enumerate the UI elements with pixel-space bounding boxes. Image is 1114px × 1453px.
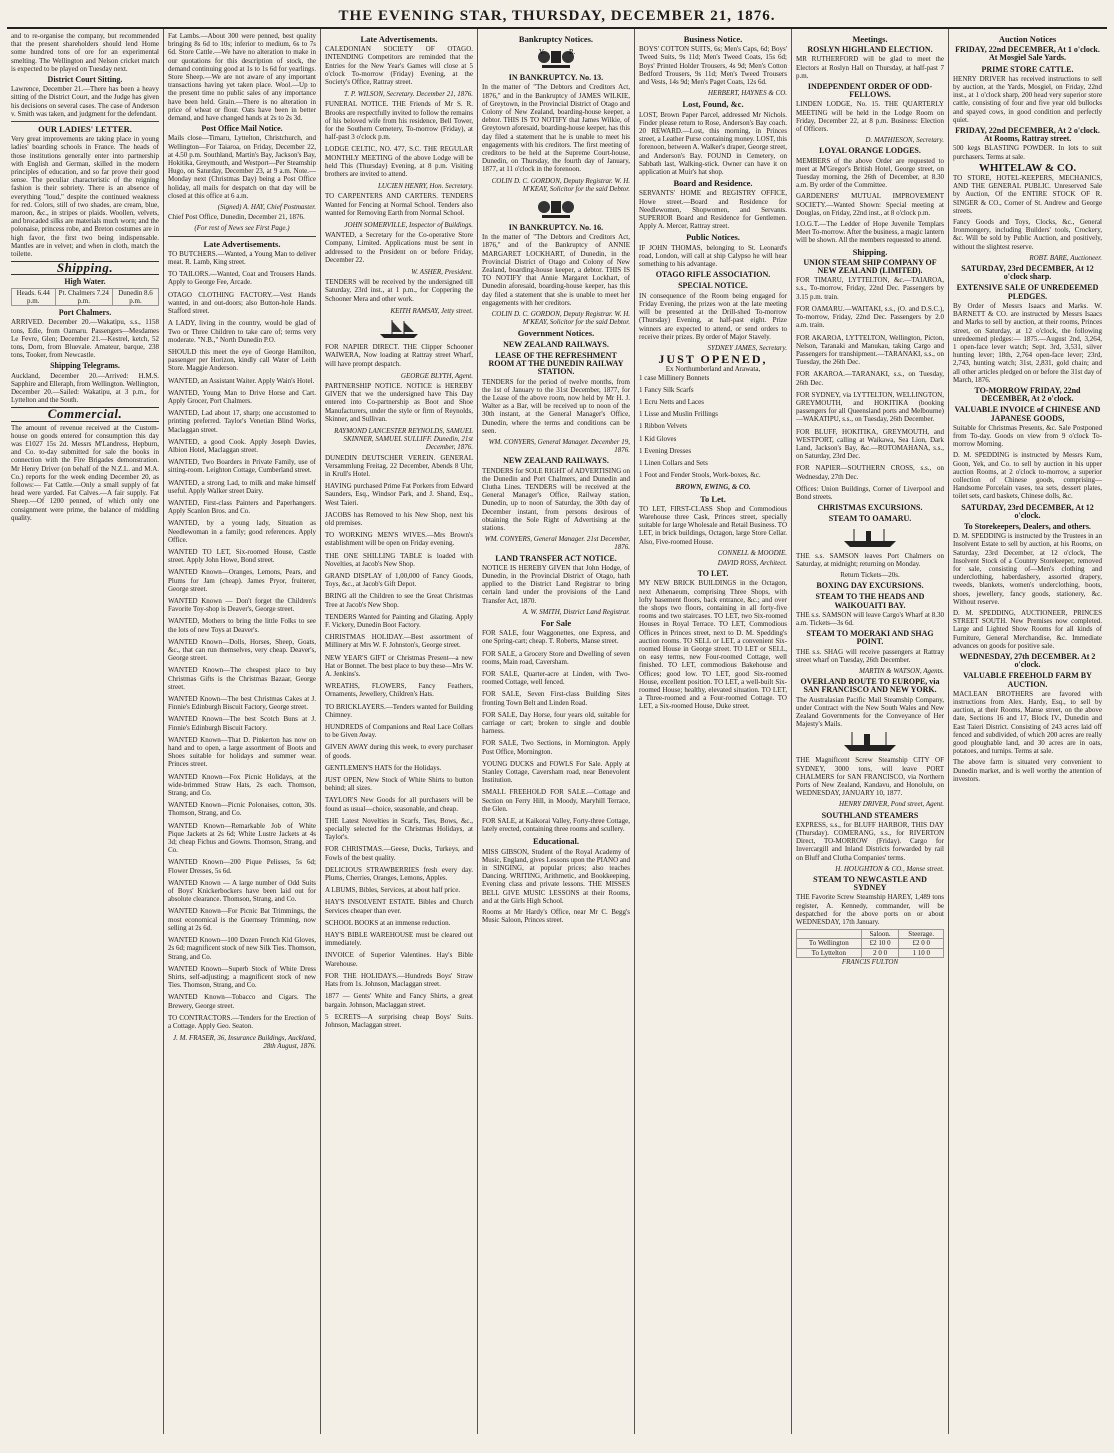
to-let-text: TO LET, FIRST-CLASS Shop and Commodious Warehouse three Cask, Princes street, specially suitable for large Wholesale and Retail Business. TO LET, in brick buildings, Octagon, large Store Cellar. Also, Five-roomed House. [639, 504, 788, 546]
government-heading: Government Notices. [517, 328, 595, 339]
auction-4-subtitle: VALUABLE INVOICE of CHINESE AND JAPANESE GOODS, [954, 405, 1101, 423]
public-notice-text: IF JOHN THOMAS, belonging to St. Leonard's road, London, will call at ship Calypso he will hear something to his advantage. [639, 243, 787, 269]
late-ads-heading: Late Advertisements. [360, 34, 438, 44]
newcastle-text: THE Favorite Screw Steamship HAREY, 1,489 tons register, A. Kennedy, commander, will be despatched for the above ports on or about WEDNESDAY, 17th January. [796, 893, 944, 927]
classified-ad: BRING all the Children to see the Great Christmas Tree at Jacob's New Shop. [325, 592, 473, 609]
voyage-notice: FOR OAMARU.—WAITAKI, s.s., (O. and D.S.C.), To-morrow, Friday, 22nd Dec. Passengers by 2.0 a.m. train. [796, 304, 944, 330]
late-ads-heading: Late Advertisements. [203, 238, 281, 249]
partners-signature: RAYMOND LANCESTER REYNOLDS, SAMUEL SKINNER, SAMUEL SULLIFF. Dunedin, 21st December, 1876. [334, 426, 473, 452]
classified-ad: WANTED Known—Superb Stock of White Dress Shirts, self-adjusting; a magnificent stock of new Ties. Thomson, Strang, and Co. [168, 964, 316, 990]
classified-ad: 5 ECRETS—A surprising cheap Boys' Suits. Johnson, Maclaggan street. [325, 1012, 473, 1029]
southland-signature: H. HOUGHTON & CO., Manse street. [835, 864, 944, 873]
svg-text:R.: R. [569, 48, 576, 57]
classified-ad: THE ONE SHILLING TABLE is loaded with Novelties, at Jacob's New Shop. [325, 551, 473, 568]
rifle-heading: OTAGO RIFLE ASSOCIATION. [655, 270, 771, 280]
lost-found-heading: Lost, Found, &c. [682, 99, 744, 110]
post-text: Mails close—Timaru, Lyttelton, Christchurch, and Wellington—For Taiaroa, on Friday, December 22, at 4.50 p.m. Southland, Martin's Bay, Jackson's Bay, Hokitika, Greymouth, and Westport—Per Steamship Hugo, on Saturday, December 23, at 9 a.m. Note.—Monday next (Christmas Day) being a Post Office holiday, all mails for despatch on that day will be closed at this office at 6 a.m. [168, 134, 316, 200]
moeraki-signature: MARTIN & WATSON, Agents. [859, 667, 944, 675]
classified-ad: TO BRICKLAYERS.—Tenders wanted for Building Chimney. [325, 702, 473, 719]
classified-ad: FOR THE HOLIDAYS.—Hundreds Boys' Straw Hats from 1s. Johnson, Maclaggan street. [325, 971, 473, 989]
classified-ad: WANTED Known—Oranges, Lemons, Pears, and Plums for Jam (cheap). James Pryor, fruiterer, George street. [168, 568, 316, 593]
railway-2-title: NEW ZEALAND RAILWAYS. [503, 456, 609, 466]
fares-row-label: To Wellington [797, 939, 862, 948]
to-let-heading: To Let. [700, 493, 726, 504]
somerville-signature: JOHN SOMERVILLE, Inspector of Buildings. [344, 221, 473, 230]
classified-ad: WANTED Known—200 Pique Pelisses, 5s 6d; Flower Dresses, 5s 6d. [168, 858, 316, 875]
royal-crest-icon [536, 195, 576, 221]
oamaru-heading: STEAM TO OAMARU. [828, 514, 912, 524]
shipping-heading-2: Shipping. [852, 246, 888, 257]
classified-ad: GENTLEMEN'S HATS for the Holidays. [325, 763, 442, 772]
stock-item: 1 Foot and Fender Stools, Work-boxes, &c. [639, 471, 761, 480]
classified-ad: WANTED Known—100 Dozen French Kid Gloves, 2s 6d; magnificent stock of new Silk Ties. Thomson, Strang, and Co. [168, 936, 316, 961]
auction-3-title: SATURDAY, 23rd DECEMBER, At 12 o'clock sharp. [961, 264, 1094, 282]
rifle-text: IN consequence of the Room being engaged for Friday Evening, the prizes won at the late meeting will be presented at the Drill-shed To-morrow (Thursday) Evening, at half-past eight. Prize winners are expected to attend, or send orders to receive their prizes. By order of Major Stavely. [639, 291, 787, 341]
overland-text: The Australasian Pacific Mail Steamship Company, under Contract with the New South Wales and New Zealand Governments for the Conveyance of Her Majesty's Mails. [796, 695, 944, 729]
court-heading: District Court Sitting. [47, 75, 123, 85]
bankruptcy-heading: Bankruptcy Notices. [518, 34, 594, 44]
lodge-celtic-ad: LODGE CELTIC, NO. 477, S.C. THE REGULAR MONTHLY MEETING of the above Lodge will be held This (Thursday) Evening, at 8 p.m. Visiting brothers are invited to attend. [325, 145, 473, 179]
classified-ad: WANTED, Two Boarders in Private Family, use of sitting-room. Leighton Cottage, Cumberland street. [168, 458, 316, 475]
auction-4-text: Suitable for Christmas Presents, &c. Sale Postponed from To-day. Goods on view from 9 o'clock To-morrow Morning. [953, 423, 1102, 449]
fares-header-steerage: Steerage. [899, 930, 944, 939]
oddfellows-signature: D. MATHIESON, Secretary. [865, 136, 944, 145]
columns [7, 29, 1107, 1434]
classified-ad: WANTED Known—Remarkable Job of White Pique Jackets at 2s 6d; White Lustre Jackets at 4s 3d; cheap Fichus and Gowns. Thomson, Strang, and Co. [168, 821, 316, 855]
whitelaw-signature: ROBT. BARE, Auctioneer. [1029, 253, 1102, 262]
high-water-table [11, 288, 159, 306]
classified-ad: WANTED Known—Dolls, Horses, Sheep, Goats, &c., that can run themselves, very cheap. Deaver's, George street. [168, 637, 316, 663]
stock-item: 1 Kid Gloves [639, 434, 677, 443]
orange-text: MEMBERS of the above Order are requested to meet at M'Gregor's British Hotel, George street, on Tuesday morning, the 26th of December, at 8.30 a.m. By order of the Committee. [796, 156, 944, 190]
letter-text: Very great improvements are taking place in young ladies' boarding schools in France. The heads of those institutions generally enter into partnership with English and German, skilled in the modern principles of education, and so far prove their good sense. The peculiar characteristic of the reigning fashion is their sobriety. There is an absence of everything "loud," despite the continued weakness for red. Colors, still of two shades, are cream, blue, maroon, &c., in stripes or plaids. Woollen, velvets, and brocaded silks are materials much worn; and the polonaise, princess robe, and Breton costumes are in high favor, the first two being indispensable. Mantles are in velvet; and when in cloth, match the toilette. [11, 135, 159, 259]
masthead: THE EVENING STAR, THURSDAY, DECEMBER 21, 1876. [7, 4, 1107, 29]
see-also-note: (For rest of News see First Page.) [194, 224, 290, 233]
railway-1-signature: WM. CONYERS, General Manager. December 19, 1876. [488, 437, 630, 455]
classified-ad: JACOBS has Removed to his New Shop, next his old premises. [325, 510, 473, 527]
voyage-notice: FOR AKAROA.—TARANAKI, s.s., on Tuesday, 26th Dec. [796, 370, 944, 387]
column-7 [949, 29, 1106, 1434]
lodge-signature: LUCIEN HENRY, Hon. Secretary. [377, 182, 473, 191]
royal-crest-icon [536, 45, 576, 71]
tenders-coppering-ad: TENDERS will be received by the undersigned till Saturday, 23rd inst., at 1 p.m., for Coppering the Schooner Mera and other work. [325, 278, 473, 303]
blyth-signature: GEORGE BLYTH, Agent. [400, 371, 473, 380]
bankruptcy-2-title: IN BANKRUPTCY. No. 16. [508, 223, 604, 233]
classified-ad: NEW YEAR'S GIFT or Christmas Present—a new Hat or Bonnet. The best place to buy these—Mrs W. A. Jenkins's. [325, 653, 473, 678]
caledonian-ad: CALEDONIAN SOCIETY OF OTAGO. INTENDING Competitors are reminded that the Entries for the New Year's Games will close at 5 o'clock To-morrow (Friday) Evening, at the Society's Office, Rattray street. [325, 45, 473, 87]
market-text: Fat Lambs.—About 300 were penned, best quality bringing 8s 6d to 10s; inferior to medium, 6s to 7s 6d. Store Cattle.—We have no alteration to make in our quotations for this description of stock, the demand continuing good at 1s to 1s 6d for yearlings. Store Sheep.—We are not aware of any important transactions having yet taken place. Wool.—Up to the present time no public sales of any importance have been held. Grain.—There is no alteration in price of wheat or flour. Oats have been in better demand, and have changed hands at 2s to 2s 3d. [168, 32, 316, 123]
news-intro: and to re-organise the company, but recommended that the present shareholders should lend Home some hundred tons of ore for an experimental smelting. The Wellington and Nelson cricket match is expected to be played on Tuesday next. [11, 32, 159, 73]
classified-ad: WANTED Known—The best Christmas Cakes at J. Finnie's Edinburgh Biscuit Factory, George street. [168, 695, 316, 712]
commercial-heading: Commercial. [11, 407, 159, 421]
stock-item: 1 Linen Collars and Sets [639, 458, 708, 467]
classified-ad: DUNEDIN DEUTSCHER VEREIN. GENERAL Versammlung Freitag, 22 December, Abends 8 Uhr, in Krull's Hotel. [325, 453, 473, 478]
court-text: Lawrence, December 21.—There has been a heavy sitting of the District Court, and the Judge has given his decisions on several cases. The case of Anderson v. Smith was taken, and judgment for the defendant. [11, 85, 159, 118]
boxing-heading: BOXING DAY EXCURSIONS. [816, 581, 924, 591]
moeraki-text: THE s.s. SHAG will receive passengers at Rattray street wharf on Tuesday, 26th December. [796, 647, 944, 664]
whitelaw-text: TO STORE, HOTEL-KEEPERS, MECHANICS, AND THE GENERAL PUBLIC. Unreserved Sale by Auction, Of the ENTIRE STOCK OF R. SINGER & CO., Corner of St. Andrew and George streets. [953, 174, 1102, 215]
auction-2-title: FRIDAY, 22nd DECEMBER, At 2 o'clock. At Rooms, Rattray street. [955, 126, 1100, 144]
sale-ad: FOR SALE, a Grocery Store and Dwelling of seven rooms, Main road, Caversham. [482, 649, 630, 666]
bankruptcy-2-signature: COLIN D. C. GORDON, Deputy Registrar. W. H. M'KEAY, Solicitor for the said Debtor. [491, 310, 630, 327]
xmas-heading: CHRISTMAS EXCURSIONS. [817, 503, 923, 513]
hw-port-chalmers: Pt. Chalmers 7.24 p.m. [55, 288, 112, 305]
classified-ad: WANTED Known—Tobacco and Cigars. The Brewery, George street. [168, 993, 316, 1010]
fares-table [796, 929, 944, 958]
stock-item: 1 Ecru Netts and Laces [639, 397, 704, 406]
business-signature: HERBERT, HAYNES & CO. [707, 89, 787, 98]
spedding-1-text: D. M. SPEDDING is instructed by Messrs Kum, Goon, Yek, and Co. to sell by auction in his upper auction Rooms, at 2 o'clock to-morrow, a superior collection of Chinese goods, comprising—Handsome Porcelain vases, tea sets, dessert plates, toilet sets, card baskets, Chinese dolls, &c. [953, 451, 1102, 501]
heads-heading: STEAM TO THE HEADS AND WAIKOUAITI BAY. [815, 592, 925, 610]
classified-ad: TO CONTRACTORS.—Tenders for the Erection of a Cottage. Apply Geo. Seaton. [168, 1013, 316, 1030]
for-sale-heading: For Sale [540, 617, 572, 628]
classified-ad: WANTED Known—The cheapest place to buy Christmas Gifts is the Christmas Bazaar, George street. [168, 666, 316, 691]
educational-footer: Rooms at Mr Hardy's Office, near Mr C. Begg's Music Saloon, Princes street. [482, 908, 630, 925]
column-3 [321, 29, 478, 1434]
sale-ad: FOR SALE, at Kaikorai Valley, Forty-three Cottage, lately erected, containing three rooms and scullery. [482, 817, 630, 834]
post-heading: Post Office Mail Notice. [201, 124, 283, 134]
heads-text: THE s.s. SAMSON will leave Cargo's Wharf at 8.30 a.m. Tickets—3s 6d. [796, 610, 944, 627]
classified-ad: SCHOOL BOOKS at an immense reduction. [325, 918, 451, 927]
auction-1-text: HENRY DRIVER has received instructions to sell by auction, at the Yards, Mosgiel, on Friday, 22nd inst., at 1 o'clock sharp, 200 head very superior store cattle, consisting of four and five year old bullocks and spayed cows, in good condition and perfectly quiet. [953, 74, 1102, 124]
classified-ad: WANTED Known — A large number of Odd Suits of Boys' Knickerbockers have been laid out for absolute clearance. Thomson, Strang, and Co. [168, 878, 316, 904]
column-5 [635, 29, 792, 1434]
voyage-notice: FOR NAPIER—SOUTHERN CROSS, s.s., on Wednesday, 27th Dec. [796, 464, 944, 481]
classified-ad: WANTED, Mothers to bring the little Folks to see the lots of new Toys at Deaver's. [168, 617, 316, 634]
ramsay-signature: KEITH RAMSAY, Jetty street. [390, 306, 473, 315]
classified-ad: TAYLOR'S New Goods for all purchasers will be found as usual—choice, seasonable, and cheap. [325, 796, 473, 813]
rifle-subheading: SPECIAL NOTICE. [678, 281, 748, 291]
fares-header-saloon: Saloon. [861, 930, 899, 939]
classified-ad: INVOICE of Superior Valentines. Hay's Bible Warehouse. [325, 951, 473, 968]
fares-cell: 2 0 0 [861, 948, 899, 957]
sale-ad: SMALL FREEHOLD FOR SALE.—Cottage and Section on Ferry Hill, in Moody, Maryhill Terrace, the Glen. [482, 788, 630, 813]
just-opened-heading: JUST OPENED, [658, 352, 768, 367]
auction-3-text: By Order of Messrs Isaacs and Marks. W. BARNETT & CO. are instructed by Messrs Isaacs and Marks to sell by auction, at their rooms, Princes street, on Saturday, at 12 o'clock, the following unredeemed pledges:— 1875.—August 2nd, 3,264, 1 open-face lever watch; Sept. 3rd, 3,531, silver hunting lever; 18th, 2,764 open-face lever; 23rd, 2,743, hunting watch; 31st, 2,831, gold chain; and all other articles pledged on or before the 31st day of March, 1876. [953, 301, 1102, 384]
overland-heading: OVERLAND ROUTE TO EUROPE, via SAN FRANCISCO AND NEW YORK. [800, 677, 940, 695]
funeral-notice: FUNERAL NOTICE. THE Friends of Mr S. R. Brooks are respectfully invited to follow the remains of his beloved wife from his residence, Bell Tower, for the Southern Cemetery, To-morrow (Friday), at half-past 3 o'clock p.m. [325, 100, 473, 142]
educational-heading: Educational. [532, 836, 580, 847]
napier-schooner-ad: FOR NAPIER DIRECT. THE Clipper Schooner WAIWERA, Now loading at Rattray street Wharf, will have prompt despatch. [325, 343, 473, 368]
classified-ad: DELICIOUS STRAWBERRIES fresh every day. Plums, Cherries, Oranges, Lemons, Apples. [325, 865, 473, 883]
svg-text:V.: V. [539, 48, 545, 57]
sale-ad: FOR SALE, four Waggonettes, one Express, and one Spring-cart; cheap. T. Roberts, Manse street. [482, 629, 630, 646]
sale-ad: FOR SALE, Day Horse, four years old, suitable for carriage or cart; broken to single and double harness. [482, 710, 630, 736]
overland-ship-text: THE Magnificent Screw Steamship CITY OF SYDNEY, 3000 tons, will leave PORT CHALMERS for SAN FRANCISCO, via Northern Ports of New Zealand, Kandavu, and Honolulu, on WEDNESDAY, JANUARY 10, 1877. [796, 756, 944, 798]
fares-header-blank [797, 930, 862, 939]
post-signature: (Signed) A. HAY, Chief Postmaster. [217, 203, 316, 212]
railway-2-signature: WM. CONYERS, General Manager. 21st December, 1876. [484, 535, 630, 552]
classified-ad: GRAND DISPLAY of 1,00,000 of Fancy Goods, Toys, &c., at Jacob's Gift Depot. [325, 571, 473, 589]
iogt-text: I.O.G.T.—The Ledder of Hope Juvenile Templars Meet To-morrow. After the business, a magic lantern will be shown. All the members requested to attend. [796, 220, 944, 245]
auction-5-subtitle: To Storekeepers, Dealers, and others. [964, 521, 1091, 531]
classified-ad: JUST OPEN, New Stock of White Shirts to button behind; all sizes. [325, 776, 473, 793]
whitelaw-text-2: Fancy Goods and Toys, Clocks, &c., General Ironmongery, including Builders' tools, Crockery, &c. Will be sold by Public Auction, and positively, without the slightest reserve. [953, 218, 1102, 251]
sale-ad: YOUNG DUCKS and FOWLS For Sale. Apply at Stanley Cottage, Caversham road, near Benevolent Institution. [482, 759, 630, 785]
bankruptcy-1-title: IN BANKRUPTCY. No. 13. [508, 73, 604, 83]
classified-ad: HAVING purchased Prime Fat Porkers from Edward Saunders, Esq., Windsor Park, and J. Shand, Esq., West Taieri. [325, 482, 474, 507]
arrivals-text: ARRIVED. December 20.—Wakatipu, s.s., 1158 tons, Edie, from Oamaru. Passengers—Mesdames Le Fevre, Glen; December 21.—Kestrel, ketch, 52 tons, Dorn, from Bluevale. Amateur, barque, 238 tons, Tooker, from Newcastle. [11, 318, 159, 360]
bankruptcy-1-text: In the matter of "The Debtors and Creditors Act, 1876," and in the Bankruptcy of JAMES WILKIE, of Greytown, in the Provincial District of Otago and Colony of New Zealand, boarding-house keeper, a debtor. THIS IS TO NOTIFY that James Wilkie, of Greytown aforesaid, boarding-house keeper, has this day filed a statement that he is unable to meet his engagements with his creditors. The first meeting of creditors to be held at the Supreme Court-house, Dunedin, on Thursday, the fourth day of January, 1877, at 11 o'clock in the forenoon. [482, 83, 630, 174]
classified-ad: A LBUMS, Bibles, Services, at about half price. [325, 886, 461, 895]
educational-text: MISS GIBSON, Student of the Royal Academy of Music, England, gives Lessons upon the PIANO and in SINGING, at popular prices; also teaches Dancing. WRITING, Arithmetic, and Bookkeeping, Evening class and private lessons. THE MISSES BELL GIVE MUSIC LESSONS at their Rooms, and at the Girls High School. [482, 847, 630, 905]
wilson-signature: T. P. WILSON, Secretary. December 21, 1876. [344, 90, 473, 99]
voyage-notice: FOR AKAROA, LYTTELTON, Wellington, Picton, Nelson, Taranaki and Manukau, taking Cargo and Passengers for transhipment.—TARANAKI, s.s., on Tuesday, the 26th Dec. [796, 333, 944, 367]
railway-1-text: TENDERS for the period of twelve months, from the 1st of January to the 31st December, 1877, for the Lease of the above room, now held by Mr H. J. Walter as a Bar, will be received up to noon of the 30th instant, at the General Manager's Office, Dunedin, where the terms and conditions can be seen. [482, 377, 630, 435]
public-notices-heading: Public Notices. [686, 232, 740, 243]
fulton-signature: FRANCIS FULTON [841, 957, 899, 966]
oamaru-text: THE s.s. SAMSON leaves Port Chalmers on Saturday, at midnight; returning on Monday. [796, 551, 944, 568]
classified-ad: WANTED Known—That D. Pinkerton has now on hand and to open, a large assortment of Boots and Shoes suitable for holidays and summer wear. Princes street. [168, 735, 316, 769]
auction-heading: Auction Notices [998, 34, 1057, 44]
column-6 [792, 29, 949, 1434]
to-let-2-heading: TO LET. [697, 569, 729, 579]
steamship-icon [840, 527, 900, 549]
for-sale-list [482, 629, 630, 833]
classified-ad: TO BUTCHERS.—Wanted, a Young Man to deliver meat. R. Lamb, King street. [168, 249, 316, 267]
fares-cell: 1 10 0 [899, 948, 944, 957]
commercial-text: The amount of revenue received at the Custom-house on goods entered for consumption this day was £1027 15s 2d. Messrs M'Landress, Hepburn, and Co. to-day submitted for sale the books in connection with the Fire Brigades demonstration. Mr Henry Driver (on behalf of the N.Z.L. and M.A. Co.) reports for the week ending December 20, as follows:— Fat Cattle.—Only a small supply of fat head were yarded. Fat Calves.—A fair supply. Fat Sheep.—Of 1200 penned, of which only one consignment were prime, the balance of middling quality. [11, 423, 159, 522]
sale-ad: FOR SALE, Seven First-class Building Sites fronting Town Belt and Linden Road. [482, 690, 630, 707]
auction-6-subtitle: VALUABLE FREEHOLD FARM BY AUCTION. [963, 671, 1092, 689]
column-1 [7, 29, 164, 1434]
hw-dunedin: Dunedin 8.6 p.m. [113, 288, 159, 305]
land-transfer-text: NOTICE IS HEREBY GIVEN that John Hodge, of Dunedin, in the Provincial District of Otago, hath applied to the District Land Registrar to bring certain land under the provisions of the Land Transfer Act, 1870. [482, 563, 630, 605]
voyage-notice: FOR BLUFF, HOKITIKA, GREYMOUTH, and WESTPORT, calling at Waikawa, Sea Lion, Dark Land, Jackson's Bay, &c.—ROTOMAHANA, s.s., on Saturday, 23rd Dec. [796, 427, 944, 461]
classified-ad: HAY'S BIBLE WAREHOUSE must be cleared out immediately. [325, 931, 473, 948]
classified-ad: WANTED Known — Don't forget the Children's Favorite Toy-shop is Deaver's, George street. [168, 596, 316, 614]
voyages-list [796, 276, 944, 480]
high-water-heading: High Water. [64, 277, 106, 287]
classified-ad: CHRISTMAS HOLIDAY.—Best assortment of Millinery at Mrs W. F. Johnston's, George street. [325, 633, 473, 650]
secretary-wanted-ad: WANTED, a Secretary for the Co-operative Store Company, Limited. Applications must be sent in addressed to the President on or before Friday, December 22. [325, 231, 473, 264]
connell-signature: CONNELL & MOODIE. [717, 548, 787, 557]
classified-ad: WANTED Known—Picnic Polonaises, cotton, 30s. Thomson, Strang, and Co. [168, 801, 316, 818]
sale-ad: FOR SALE, Two Sections, in Mornington. Apply Post Office, Mornington. [482, 739, 630, 756]
divider [11, 121, 159, 122]
auction-1-title: FRIDAY, 22nd DECEMBER, At 1 o'clock. At Mosgiel Sale Yards. [955, 45, 1100, 63]
voyage-notice: FOR SYDNEY, via LYTTELTON, WELLINGTON, GREYMOUTH, and HOKITIKA (booking passengers for all Queensland ports and Melbourne)—WAKATIPU, s.s., on Tuesday, 26th December. [796, 390, 944, 424]
newcastle-heading: STEAM TO NEWCASTLE AND SYDNEY [813, 875, 927, 893]
opened-signature: BROWN, EWING, & CO. [675, 483, 751, 492]
sale-ad: FOR SALE, Quarter-acre at Linden, with Two-roomed Cottage, well fenced. [482, 670, 630, 687]
classified-ad: WANTED, a strong Lad, to milk and make himself useful. Apply Walker street Dairy. [168, 478, 316, 495]
railway-2-text: TENDERS for SOLE RIGHT of ADVERTISING on the Dunedin and Port Chalmers, and Dunedin and Clutha Lines. TENDERS will be received at the General Manager's Office, Railway station, Dunedin, up to noon of Saturday, the 30th day of December instant, from persons desirous of obtaining the Sole Right of Advertising at the stations. [482, 466, 630, 532]
fares-cell: £2 0 0 [899, 939, 944, 948]
classified-ad: WANTED, an Assistant Waiter. Apply Wain's Hotel. [168, 376, 315, 385]
orange-title: LOYAL ORANGE LODGES. [819, 146, 921, 156]
telegrams-text: Auckland, December 20.—Arrived: H.M.S. Sapphire and Elleraph, from Wellington. Wellington, December 20.—Sailed: Wakatipu, at 3 p.m., for Lyttelton and the South. [11, 371, 159, 405]
auction-2-text: 500 kegs BLASTING POWDER. In lots to suit purchasers. Terms at sale. [953, 144, 1102, 161]
auction-4-title: TO-MORROW FRIDAY, 22nd DECEMBER, At 2 o'clock. [974, 385, 1081, 404]
whitelaw-heading: WHITELAW & CO. [978, 161, 1077, 174]
oddfellows-title: INDEPENDENT ORDER OF ODD-FELLOWS. [807, 82, 933, 100]
classified-ad: TO TAILORS.—Wanted, Coat and Trousers Hands. Apply to George Fee, Arcade. [168, 270, 316, 287]
asher-signature: W. ASHER, President. [411, 268, 473, 277]
arrivals-heading: Port Chalmers. [58, 308, 112, 318]
land-transfer-signature: A. W. SMITH, District Land Registrar. [522, 607, 630, 616]
board-text: SERVANTS' HOME and REGISTRY OFFICE, Howe street.—Board and Residence for Needlewomen, Shopwomen, and Servants. SUPERIOR Board and Residence for Gentlemen. Apply A. Mercer, Rattray street. [639, 189, 787, 231]
moeraki-heading: STEAM TO MOERAKI AND SHAG POINT. [806, 629, 934, 647]
rifle-signature: SYDNEY JAMES, Secretary. [707, 343, 787, 352]
just-opened-list [639, 374, 787, 480]
meetings-heading: Meetings. [852, 34, 888, 44]
classified-ad: FOR CHRISTMAS.—Geese, Ducks, Turkeys, and Fowls of the best quality. [325, 845, 473, 862]
offices-text: Offices: Union Buildings, Corner of Liverpool and Bond streets. [796, 484, 944, 501]
classified-ad: HUNDREDS of Companions and Real Lace Collars to be Given Away. [325, 723, 473, 740]
newspaper-page [7, 4, 1107, 1444]
railway-1-subtitle: LEASE OF THE REFRESHMENT ROOM AT THE DUNEDIN RAILWAY STATION. [488, 350, 624, 377]
classified-ad: WANTED Known—The best Scotch Buns at J. Finnie's Edinburgh Biscuit Factory. [168, 715, 316, 732]
auction-3-subtitle: EXTENSIVE SALE OF UNREDEEMED PLEDGES. [956, 283, 1099, 301]
stock-item: 1 Ribbon Velvets [639, 422, 688, 431]
auction-6-title: WEDNESDAY, 27th DECEMBER. At 2 o'clock. [959, 652, 1096, 670]
business-heading: Business Notice. [683, 34, 743, 44]
railway-1-title: NEW ZEALAND RAILWAYS. [503, 339, 609, 349]
classified-ad: WANTED Known—For Picnic Bat Trimmings, the most economical is the Guernsey Trimming, now selling at 2s 6d. [168, 907, 316, 932]
carpenters-ad: TO CARPENTERS AND CARTERS. TENDERS Wanted for Fencing at Normal School. Tenders also wanted for Removing Earth from Normal School. [325, 192, 473, 217]
classified-ad: WANTED TO LET, Six-roomed House, Castle street. Apply John Howe, Bond street. [168, 547, 316, 565]
classified-ad: WREATHS, FLOWERS, Fancy Feathers, Ornaments, Jewellery, Children's Hats. [325, 682, 473, 699]
maclean-footer: The above farm is situated very convenient to Dunedin market, and is well worthy the attention of investors. [953, 758, 1102, 783]
classified-ad: 1877 — Gents' White and Fancy Shirts, a great bargain. Johnson, Maclaggan street. [325, 992, 473, 1009]
gardeners-text: GARDENERS' MUTUAL IMPROVEMENT SOCIETY.—Wanted Shown: Special meeting at Douglas, on Friday, 22nd inst., at 8 o'clock p.m. [796, 192, 944, 217]
telegrams-heading: Shipping Telegrams. [50, 361, 120, 371]
fares-row-label: To Lyttelton [797, 948, 862, 957]
classified-ad: OTAGO CLOTHING FACTORY.—Vest Hands wanted, in and out-doors; also Button-hole Hands. Stafford street. [168, 290, 316, 316]
fares-cell: £2 10 0 [861, 939, 899, 948]
ross-signature: DAVID ROSS, Architect. [717, 558, 787, 567]
board-heading: Board and Residence. [673, 178, 753, 189]
roslyn-title: ROSLYN HIGHLAND ELECTION. [807, 45, 933, 55]
to-let-2-text: MY NEW BRICK BUILDINGS in the Octagon, next Athenaeum, comprising Three Shops, with lofty basement floors, back entrance, &c.; and over the shops two floors, containing in all forty-five rooms and two staircases. TO LET, two Six-roomed Houses in Royal Terrace. TO LET, Commodious Offices in Princes street, next to D. M. Spedding's auction rooms. TO SELL or LET, a convenient Six-roomed House in George street. TO LET or SELL, on easy terms, new Four-roomed Cottage, well finished. TO LET, commodious Bakehouse and Offices; good low. TO LET, good Six-roomed House, excellent position. TO LET, a well-built Six-roomed House; healthy, elevated situation. TO LET, a Three-roomed and a Four-roomed Cottage. TO LET, a Six-roomed House, Duke street. [639, 579, 787, 711]
spedding-3-text: D. M. SPEDDING, AUCTIONEER, PRINCES STREET SOUTH. New Premises now completed. Large and Lighted Show Rooms for all kinds of Furniture, General Merchandise, &c. Immediate advances on goods for positive sale. [953, 609, 1102, 650]
classified-ad: WANTED, a good Cook. Apply Joseph Davies, Albion Hotel, Maclaggan street. [168, 437, 316, 454]
classified-ad: TENDERS Wanted for Painting and Glazing. Apply F. Vickery, Dunedin Boot Factory. [325, 612, 473, 629]
bankruptcy-1-signature: COLIN D. C. GORDON, Deputy Registrar. W. H. M'KEAY, Solicitor for the said Debtor. [491, 176, 630, 193]
just-opened-subheading: Ex Northumberland and Arawata, [665, 365, 761, 374]
auction-1-subtitle: PRIME STORE CATTLE. [981, 64, 1074, 74]
oddfellows-text: LINDEN LODGE, No. 15. THE QUARTERLY MEETING will be held in the Lodge Room on Friday, December 22, at 8 p.m. Business: Election of Officers. [796, 100, 944, 134]
divider [168, 236, 316, 237]
classified-ad: SHOULD this meet the eye of George Hamilton, passenger per Horizon, kindly call Water of Leith Store. Maggie Anderson. [168, 347, 316, 373]
classified-ad: GIVEN AWAY during this week, to every purchaser of goods. [325, 743, 473, 760]
classified-ad: THE Latest Novelties in Scarfs, Ties, Bows, &c., specially selected for the Christmas Holidays, at Taylor's. [325, 816, 473, 842]
classified-ad: WANTED, First-class Painters and Paperhangers. Apply Scanlon Bros. and Co. [168, 498, 316, 516]
stock-item: 1 Evening Dresses [639, 446, 692, 455]
stock-item: 1 case Millinery Bonnets [639, 373, 710, 382]
land-transfer-heading: LAND TRANSFER ACT NOTICE. [495, 553, 617, 563]
hw-heads: Heads. 6.44 p.m. [12, 288, 56, 305]
business-text: BOYS' COTTON SUITS, 6s; Men's Caps, 6d; Boys' Tweed Suits, 9s 11d; Men's Tweed Coats, 15s 6d; Boys' Printed Holder Trousers, 4s 9d; Men's Cotton Bedford Trousers, 9s 11d; Men's Tweed Trousers and Vests, 14s 9d; Men's Paget Coats, 12s 6d. [639, 45, 787, 87]
misc-ads-list [325, 454, 473, 1030]
southland-text: EXPRESS, s.s., for BLUFF HARBOR, THIS DAY (Thursday). COMERANG, s.s., for RIVERTON Direct, TO-MORROW (Friday). Cargo for Invercargill and Inland Districts forwarded by rail on Bluff and Clutha Companies' terms. [796, 820, 944, 862]
steamship-icon [840, 731, 900, 753]
post-footer: Chief Post Office, Dunedin, December 21, 1876. [168, 213, 305, 222]
classified-ad: WANTED, Young Man to Drive Horse and Cart. Apply Grocer, Port Chalmers. [168, 388, 316, 405]
stock-item: 1 Lisse and Muslin Frillings [639, 410, 718, 419]
lost-found-text: LOST, Brown Paper Parcel, addressed Mr Nichols. Finder please return to Rose, Anderson's Bay coach. 20 REWARD.—Lost, this morning, in Princes street, a Leather Purse containing money. LOST, this forenoon, between A. Walker's draper, George street, and Anderson's Bay. FOUND in Cemetery, on Sabbath last, Walking-stick. Owner can have it on application at Muir's hat shop. [639, 110, 787, 177]
oamaru-footer: Return Tickets—20s. [840, 570, 900, 579]
spedding-2-text: D. M. SPEDDING is instructed by the Trustees in an Insolvent Estate to sell by auction, at his Rooms, on Saturday, 23rd December, at 12 o'clock, The Insolvent Stock of a Country Storekeeper, removed for sale, consisting of—Men's clothing and underclothing, haberdashery, assorted drapery, tweeds, blankets, women's underclothing, boots, shoes, jewellery, fancy goods, stationery, &c. Without reserve. [953, 532, 1102, 606]
bankruptcy-2-text: In the matter of "The Debtors and Creditors Act, 1876," and of the Bankruptcy of ANNIE MARGARET LOCKHART, of Dunedin, in the Provincial District of Otago and Colony of New Zealand, boarding-house keeper, a debtor. THIS IS TO NOTIFY that Annie Margaret Lockhart, of Dunedin aforesaid, boarding-house keeper, has this day filed a statement that she is unable to meet her engagements with her creditors. [482, 233, 630, 307]
letter-heading: OUR LADIES' LETTER. [38, 124, 132, 135]
classified-ad: WANTED Known—Fox Picnic Holidays, at the wide-brimmed Straw Hats, 2s each. Thomson, Strang, and Co. [168, 772, 316, 798]
schooner-icon [376, 318, 422, 340]
auction-5-title: SATURDAY, 23rd DECEMBER, At 12 o'clock. [961, 502, 1094, 520]
classified-ad: HAY'S INSOLVENT ESTATE. Bibles and Church Services cheaper than ever. [325, 898, 473, 915]
fraser-signature: J. M. FRASER, 36, Insurance Buildings, Auckland, 28th August, 1876. [173, 1034, 316, 1051]
union-steam-title: UNION STEAM SHIP COMPANY OF NEW ZEALAND (LIMITED). [803, 257, 937, 276]
classified-ad: A LADY, living in the country, would be glad of Two or Three Children to take care of; terms very moderate. "N.B.," North Dunedin P.O. [168, 319, 316, 344]
late-ads-list [168, 250, 316, 1030]
column-4 [478, 29, 635, 1434]
classified-ad: WANTED, by a young lady, Situation as Needlewoman in a family; good references. Apply Office. [168, 519, 316, 544]
partnership-notice: PARTNERSHIP NOTICE. NOTICE is HEREBY GIVEN that we the undersigned have This Day entered into Co-partnership as Boot and Shoe Manufacturers, under the style or firm of Reynolds, Skinner, and Sullivan. [325, 381, 473, 423]
column-2 [164, 29, 321, 1434]
southland-heading: SOUTHLAND STEAMERS [821, 810, 919, 820]
classified-ad: TO WORKING MEN'S WIVES.—Mrs Brown's establishment will be open on Friday evening. [325, 531, 473, 548]
roslyn-text: MR RUTHERFORD will be glad to meet the Electors at Roslyn Hall on Thursday, at half-past 7 p.m. [796, 55, 944, 80]
maclean-text: MACLEAN BROTHERS are favored with instructions from Alex. Hardy, Esq., to sell by auction, at their Rooms, Manse street, on the above date, Sections 16 and 17, Block IV., Dunedin and East Taieri District. Consisting of 243 acres laid off fenced and subdivided, of which 200 acres are really good ploughable land, and 30 acres are in oats, potatoes, and turnips. Terms at sale. [953, 689, 1102, 756]
classified-ad: WANTED, Lad about 17, sharp; one accustomed to printing preferred. Taylor's Venetian Blind Works, Maclaggan street. [168, 409, 316, 434]
overland-signature: HENRY DRIVER, Pond street, Agent. [838, 800, 944, 809]
shipping-heading: Shipping. [11, 261, 159, 275]
voyage-notice: FOR TIMARU, LYTTELTON, &c.—TAIAROA, s.s., To-morrow, Friday, 22nd Dec. Passengers by 3.15 p.m. train. [796, 276, 944, 301]
stock-item: 1 Fancy Silk Scarfs [639, 385, 694, 394]
